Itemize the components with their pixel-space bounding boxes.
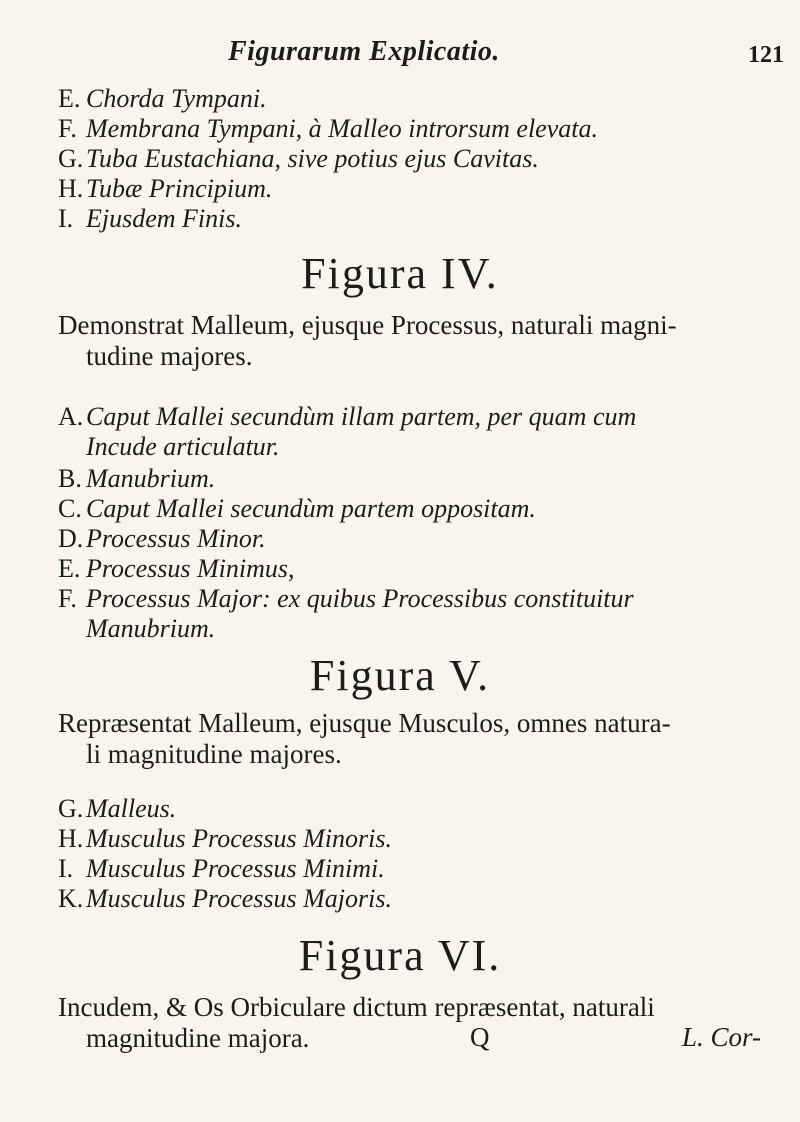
description-line: Repræsentat Malleum, ejusque Musculos, omnes natura-	[58, 708, 671, 738]
entry-letter: H.	[58, 824, 84, 853]
entry-letter: F.	[58, 114, 77, 143]
entry-text: Musculus Processus Minoris.	[86, 824, 392, 853]
description-line: tudine majores.	[86, 341, 253, 371]
figura-vi-description	[58, 992, 655, 1054]
entry-c-caput-opposita	[58, 494, 536, 524]
entry-h-musculus-minoris	[58, 824, 392, 854]
entry-letter: D.	[58, 524, 84, 553]
entry-letter: I.	[58, 204, 74, 233]
entry-k-musculus-majoris	[58, 884, 392, 914]
entry-continuation: Manubrium.	[86, 614, 216, 643]
entry-a-caput	[58, 402, 636, 462]
entry-h-tubae	[58, 174, 272, 204]
entry-letter: E.	[58, 84, 81, 113]
description-line: Incudem, & Os Orbiculare dictum repræsentat, naturali	[58, 992, 655, 1022]
entry-letter: H.	[58, 174, 84, 203]
entry-text: Processus Minimus,	[86, 554, 295, 583]
entry-text: Chorda Tympani.	[86, 84, 267, 113]
entry-letter: K.	[58, 884, 84, 913]
entry-text: Caput Mallei secundùm partem oppositam.	[86, 494, 536, 523]
description-line: li magnitudine majores.	[86, 739, 342, 769]
entry-g-tuba	[58, 144, 539, 174]
entry-letter: I.	[58, 854, 74, 883]
description-line: Demonstrat Malleum, ejusque Processus, naturali magni-	[58, 310, 677, 340]
entry-text: Processus Minor.	[86, 524, 266, 553]
page-number: 121	[748, 42, 784, 68]
entry-i-musculus-minimi	[58, 854, 385, 884]
page-header-title: Figurarum Explicatio.	[228, 36, 500, 67]
entry-text: Manubrium.	[86, 464, 216, 493]
entry-b-manubrium	[58, 464, 215, 494]
entry-letter: F.	[58, 584, 77, 613]
figura-iv-description	[58, 310, 677, 372]
entry-text: Malleus.	[86, 794, 177, 823]
entry-d-processus-minor	[58, 524, 266, 554]
entry-text: Membrana Tympani, à Malleo introrsum elevata.	[86, 114, 598, 143]
entry-text: Tubæ Principium.	[86, 174, 273, 203]
figura-v-heading: Figura V.	[309, 651, 491, 700]
entry-e-chorda	[58, 84, 267, 114]
entry-text: Tuba Eustachiana, sive potius ejus Cavitas.	[86, 144, 539, 173]
entry-letter: G.	[58, 144, 84, 173]
entry-letter: A.	[58, 402, 84, 431]
entry-g-malleus	[58, 794, 176, 824]
description-line: magnitudine majora.	[86, 1023, 310, 1053]
entry-text: Musculus Processus Minimi.	[86, 854, 385, 883]
entry-continuation: Incude articulatur.	[86, 432, 280, 461]
figura-iv-heading: Figura IV.	[301, 249, 499, 298]
entry-i-finis	[58, 204, 242, 234]
entry-f-processus-major	[58, 584, 634, 644]
entry-f-membrana	[58, 114, 598, 144]
figura-vi-heading: Figura VI.	[298, 931, 502, 980]
entry-letter: E.	[58, 554, 81, 583]
entry-e-processus-minimus	[58, 554, 294, 584]
entry-letter: C.	[58, 494, 82, 523]
entry-letter: G.	[58, 794, 84, 823]
entry-letter: B.	[58, 464, 82, 493]
entry-text: Ejusdem Finis.	[86, 204, 242, 233]
figura-v-description	[58, 708, 671, 770]
signature-mark-q: Q	[470, 1022, 490, 1052]
entry-text: Processus Major: ex quibus Processibus constituitur	[86, 584, 634, 613]
entry-text: Caput Mallei secundùm illam partem, per quam cum	[86, 402, 637, 431]
entry-text: Musculus Processus Majoris.	[86, 884, 392, 913]
catchword: L. Cor-	[682, 1022, 761, 1052]
